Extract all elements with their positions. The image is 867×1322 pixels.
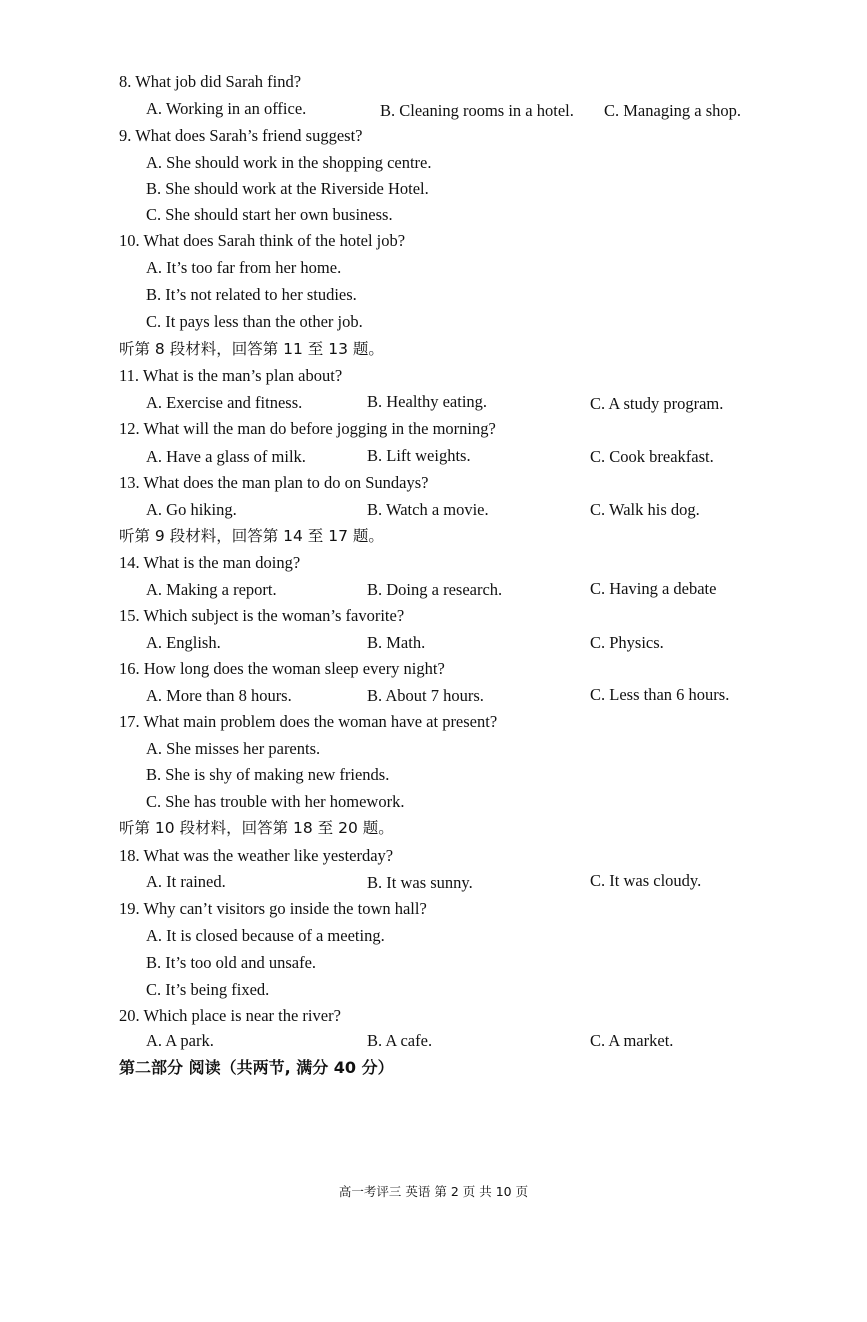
page-footer: 高一考评三 英语 第 2 页 共 10 页 [338,1184,529,1199]
question-18-option-a: A. It rained. [146,872,226,891]
section-10-instruction: 听第 10 段材料，回答第 18 至 20 题。 [119,819,394,837]
question-10-option-b: B. It’s not related to her studies. [146,285,357,304]
question-17: 17. What main problem does the woman have at present? [119,712,498,731]
question-16-option-b: B. About 7 hours. [367,686,484,705]
question-15-option-c: C. Physics. [590,633,664,652]
question-12-option-a: A. Have a glass of milk. [146,447,306,466]
question-10-option-c: C. It pays less than the other job. [146,312,363,331]
question-15-option-a: A. English. [146,633,221,652]
question-9: 9. What does Sarah’s friend suggest? [119,126,363,145]
question-17-option-c: C. She has trouble with her homework. [146,792,405,811]
part-2-heading: 第二部分 阅读（共两节, 满分 40 分） [119,1058,394,1077]
question-18-option-b: B. It was sunny. [367,873,473,892]
question-19: 19. Why can’t visitors go inside the town hall? [119,899,427,918]
section-8-instruction: 听第 8 段材料，回答第 11 至 13 题。 [119,340,384,358]
question-20-option-b: B. A cafe. [367,1031,433,1050]
question-18-option-c: C. It was cloudy. [590,871,702,890]
question-16: 16. How long does the woman sleep every night? [119,659,445,678]
question-8: 8. What job did Sarah find? [119,72,302,91]
question-18: 18. What was the weather like yesterday? [119,846,394,865]
question-16-option-a: A. More than 8 hours. [146,686,292,705]
question-17-option-b: B. She is shy of making new friends. [146,765,390,784]
question-15-option-b: B. Math. [367,633,426,652]
question-13: 13. What does the man plan to do on Sundays? [119,473,429,492]
question-9-option-b: B. She should work at the Riverside Hotel. [146,179,429,198]
question-13-option-a: A. Go hiking. [146,500,237,519]
question-19-option-b: B. It’s too old and unsafe. [146,953,317,972]
question-19-option-a: A. It is closed because of a meeting. [146,926,385,945]
question-10: 10. What does Sarah think of the hotel job? [119,231,406,250]
question-9-option-c: C. She should start her own business. [146,205,393,224]
question-12-option-c: C. Cook breakfast. [590,447,714,466]
question-14-option-c: C. Having a debate [590,579,717,598]
question-8-option-b: B. Cleaning rooms in a hotel. [380,101,574,120]
question-13-option-c: C. Walk his dog. [590,500,700,519]
question-20: 20. Which place is near the river? [119,1006,341,1025]
question-20-option-a: A. A park. [146,1031,214,1050]
question-11-option-c: C. A study program. [590,394,724,413]
question-17-option-a: A. She misses her parents. [146,739,321,758]
question-8-option-c: C. Managing a shop. [604,101,742,120]
question-13-option-b: B. Watch a movie. [367,500,489,519]
question-11-option-a: A. Exercise and fitness. [146,393,303,412]
question-12-option-b: B. Lift weights. [367,446,471,465]
question-19-option-c: C. It’s being fixed. [146,980,270,999]
question-14: 14. What is the man doing? [119,553,301,572]
question-11: 11. What is the man’s plan about? [119,366,343,385]
question-11-option-b: B. Healthy eating. [367,392,488,411]
question-10-option-a: A. It’s too far from her home. [146,258,342,277]
question-20-option-c: C. A market. [590,1031,674,1050]
question-15: 15. Which subject is the woman’s favorite? [119,606,405,625]
question-9-option-a: A. She should work in the shopping centre. [146,153,432,172]
question-14-option-b: B. Doing a research. [367,580,503,599]
section-9-instruction: 听第 9 段材料，回答第 14 至 17 题。 [119,527,384,545]
question-16-option-c: C. Less than 6 hours. [590,685,730,704]
question-14-option-a: A. Making a report. [146,580,277,599]
question-12: 12. What will the man do before jogging in the morning? [119,419,496,438]
question-8-option-a: A. Working in an office. [146,99,307,118]
